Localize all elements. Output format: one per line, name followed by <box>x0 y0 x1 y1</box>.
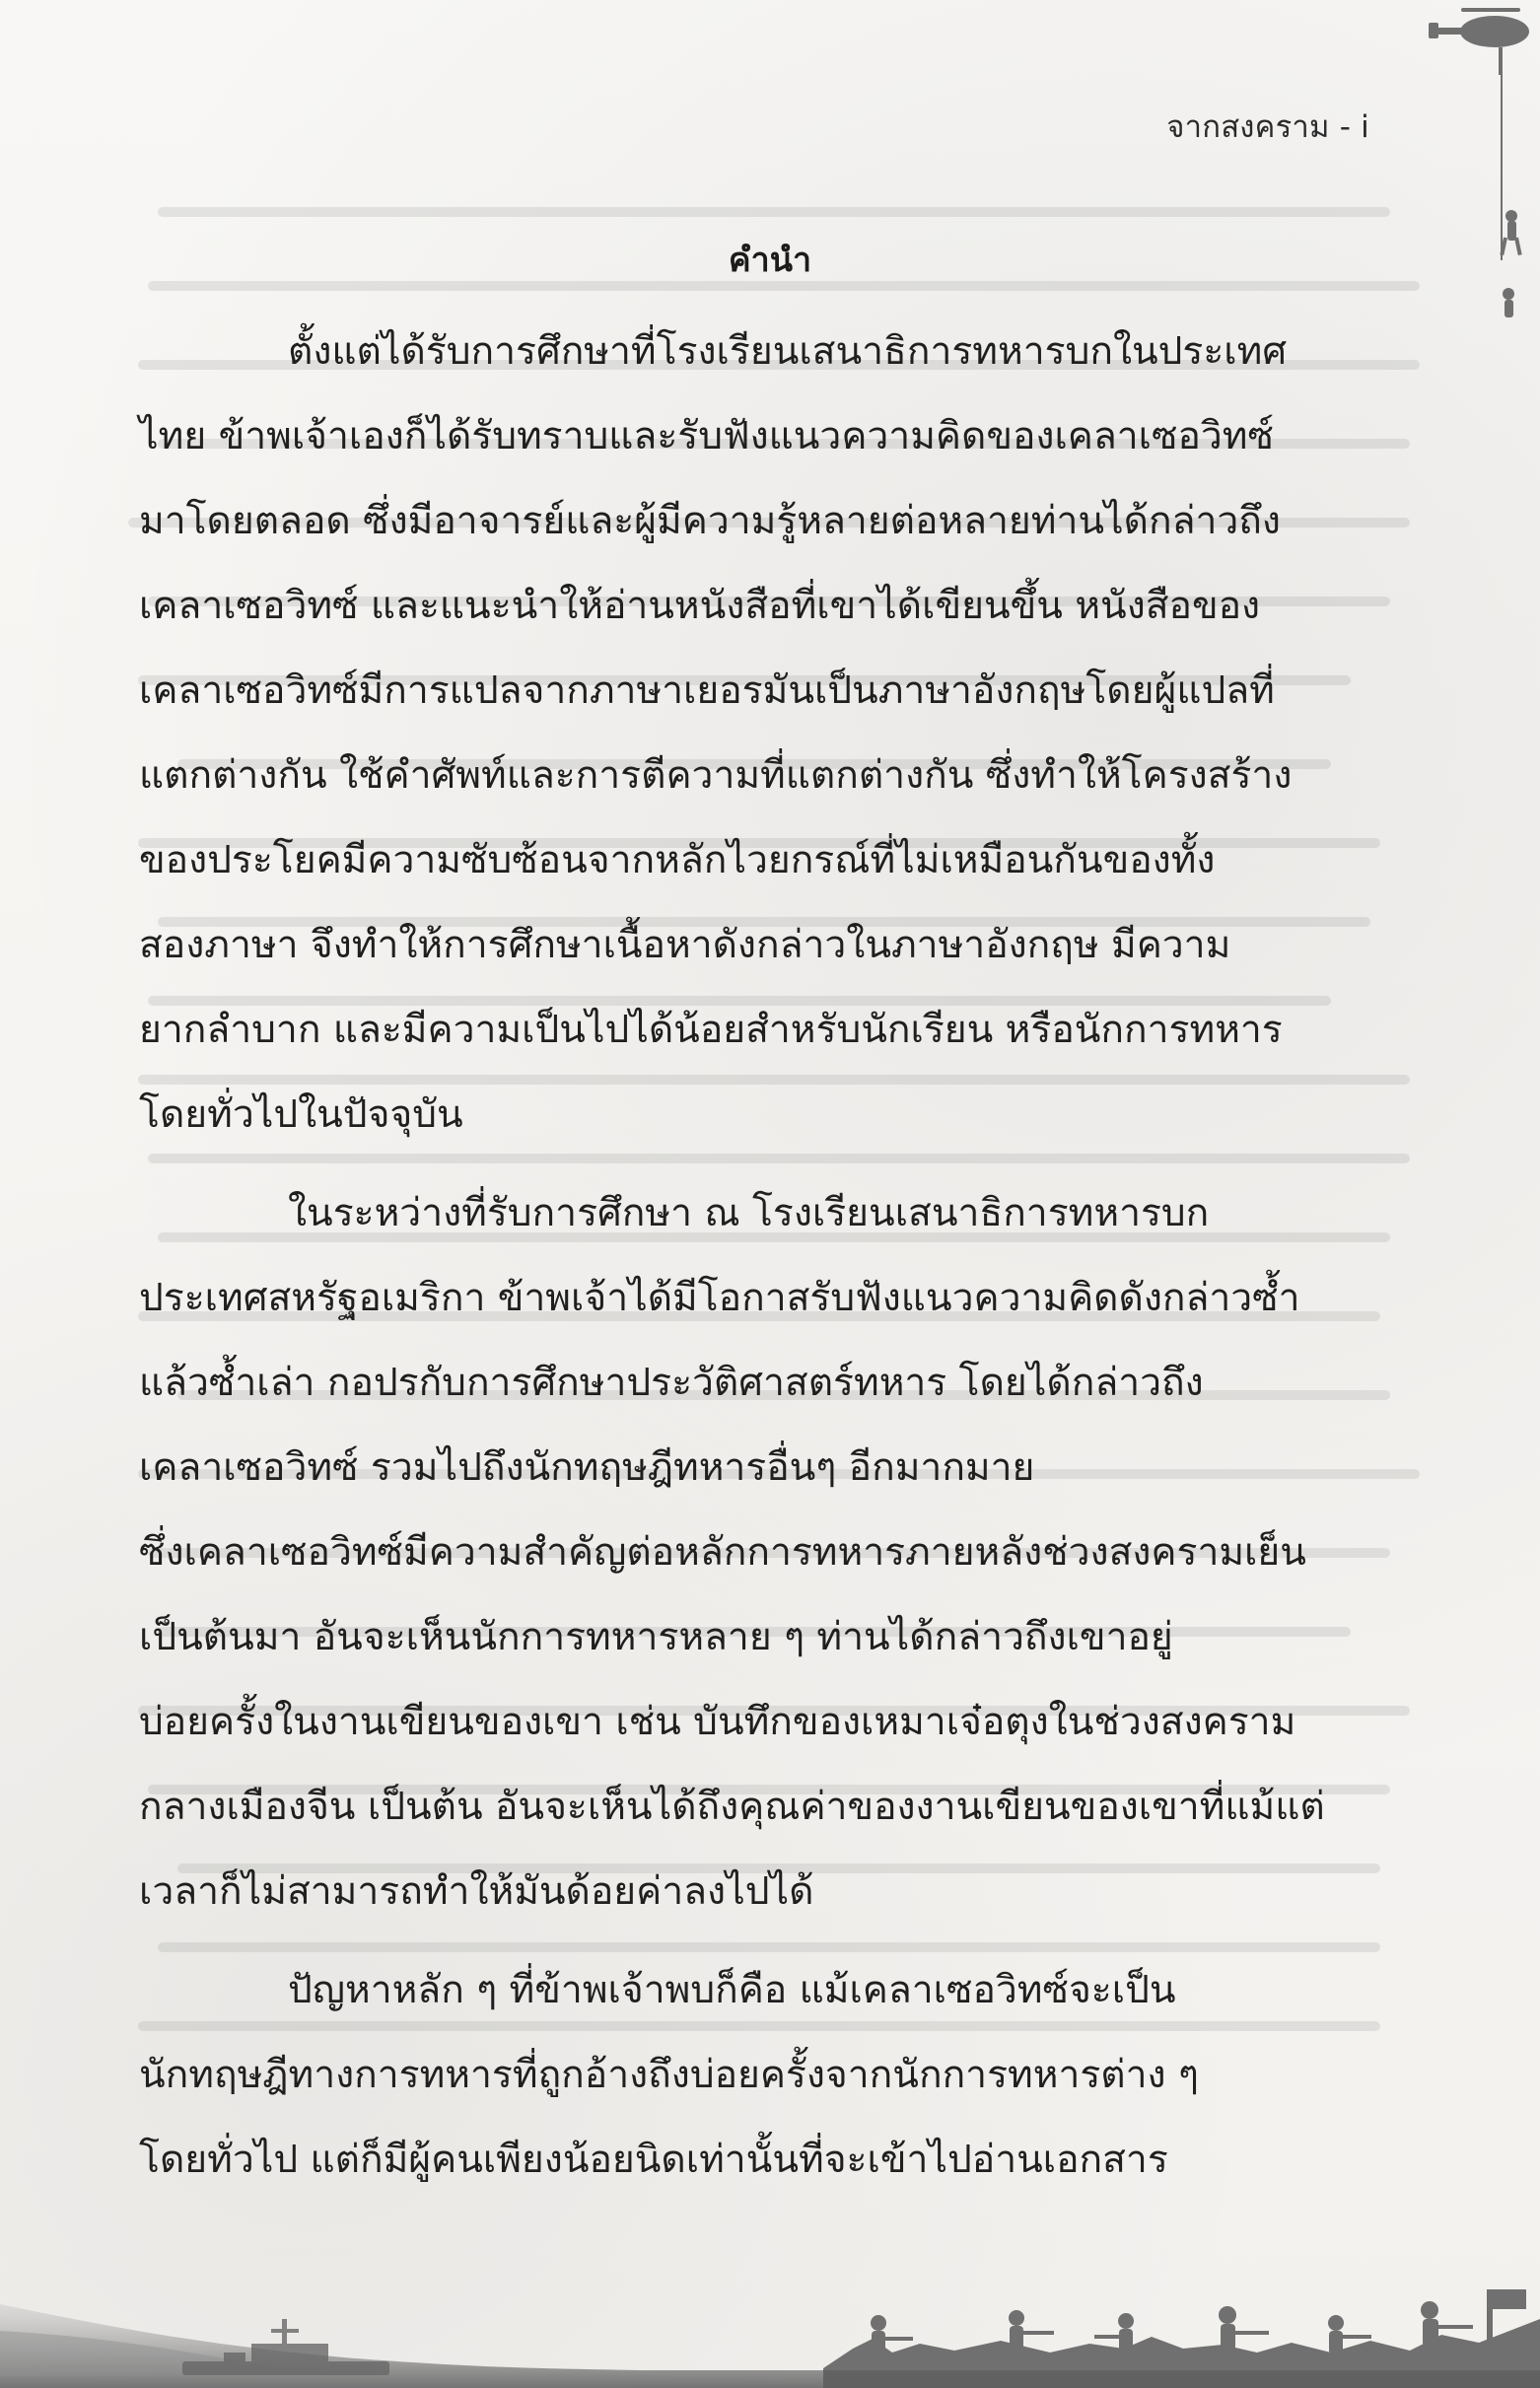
faded-background-text-watermark <box>118 207 1469 2130</box>
soldier-silhouettes <box>0 2138 1540 2388</box>
text-line: แล้วซ้ำเล่า กอปรกับการศึกษาประวัติศาสตร์ทหาร โดยได้กล่าวถึง <box>139 1361 1204 1405</box>
running-header: จากสงคราม - i <box>1166 109 1369 145</box>
text-line: บ่อยครั้งในงานเขียนของเขา เช่น บันทึกของเหมาเจ๋อตุงในช่วงสงคราม <box>139 1700 1296 1744</box>
text-line: ยากลำบาก และมีความเป็นไปได้น้อยสำหรับนักเรียน หรือนักการทหาร <box>139 1008 1283 1052</box>
text-line: ของประโยคมีความซับซ้อนจากหลักไวยกรณ์ที่ไม่เหมือนกันของทั้ง <box>139 838 1216 882</box>
text-line: นักทฤษฎีทางการทหารที่ถูกอ้างถึงบ่อยครั้งจากนักการทหารต่าง ๆ <box>139 2053 1199 2097</box>
text-line: ซึ่งเคลาเซอวิทซ์มีความสำคัญต่อหลักการทหารภายหลังช่วงสงครามเย็น <box>139 1530 1306 1575</box>
text-line: เป็นต้นมา อันจะเห็นนักการทหารหลาย ๆ ท่านได้กล่าวถึงเขาอยู่ <box>139 1615 1173 1659</box>
text-line: โดยทั่วไปในปัจจุบัน <box>139 1092 463 1137</box>
text-line: เคลาเซอวิทซ์มีการแปลจากภาษาเยอรมันเป็นภาษาอังกฤษโดยผู้แปลที่ <box>139 668 1275 713</box>
text-line: ตั้งแต่ได้รับการศึกษาที่โรงเรียนเสนาธิการทหารบกในประเทศ <box>288 329 1288 374</box>
text-line: ประเทศสหรัฐอเมริกา ข้าพเจ้าได้มีโอกาสรับฟังแนวความคิดดังกล่าวซ้ำ <box>139 1276 1300 1320</box>
text-line: ปัญหาหลัก ๆ ที่ข้าพเจ้าพบก็คือ แม้เคลาเซอวิทซ์จะเป็น <box>288 1968 1176 2012</box>
text-line: เคลาเซอวิทซ์ และแนะนำให้อ่านหนังสือที่เขาได้เขียนขึ้น หนังสือของ <box>139 584 1261 628</box>
text-line: เวลาก็ไม่สามารถทำให้มันด้อยค่าลงไปได้ <box>139 1869 814 1914</box>
text-line: เคลาเซอวิทซ์ รวมไปถึงนักทฤษฎีทหารอื่นๆ อีกมากมาย <box>139 1445 1035 1490</box>
text-line: ในระหว่างที่รับการศึกษา ณ โรงเรียนเสนาธิการทหารบก <box>288 1191 1210 1235</box>
text-line: ไทย ข้าพเจ้าเองก็ได้รับทราบและรับฟังแนวความคิดของเคลาเซอวิทซ์ <box>139 414 1274 458</box>
text-line: โดยทั่วไป แต่ก็มีผู้คนเพียงน้อยนิดเท่านั้นที่จะเข้าไปอ่านเอกสาร <box>139 2138 1168 2182</box>
page-title: คำนำ <box>728 241 812 280</box>
text-line: กลางเมืองจีน เป็นต้น อันจะเห็นได้ถึงคุณค่าของงานเขียนของเขาที่แม้แต่ <box>139 1785 1325 1829</box>
text-line: แตกต่างกัน ใช้คำศัพท์และการตีความที่แตกต่างกัน ซึ่งทำให้โครงสร้าง <box>139 753 1293 798</box>
text-line: สองภาษา จึงทำให้การศึกษาเนื้อหาดังกล่าวในภาษาอังกฤษ มีความ <box>139 923 1231 967</box>
text-line: มาโดยตลอด ซึ่งมีอาจารย์และผู้มีความรู้หลายต่อหลายท่านได้กล่าวถึง <box>139 499 1281 543</box>
